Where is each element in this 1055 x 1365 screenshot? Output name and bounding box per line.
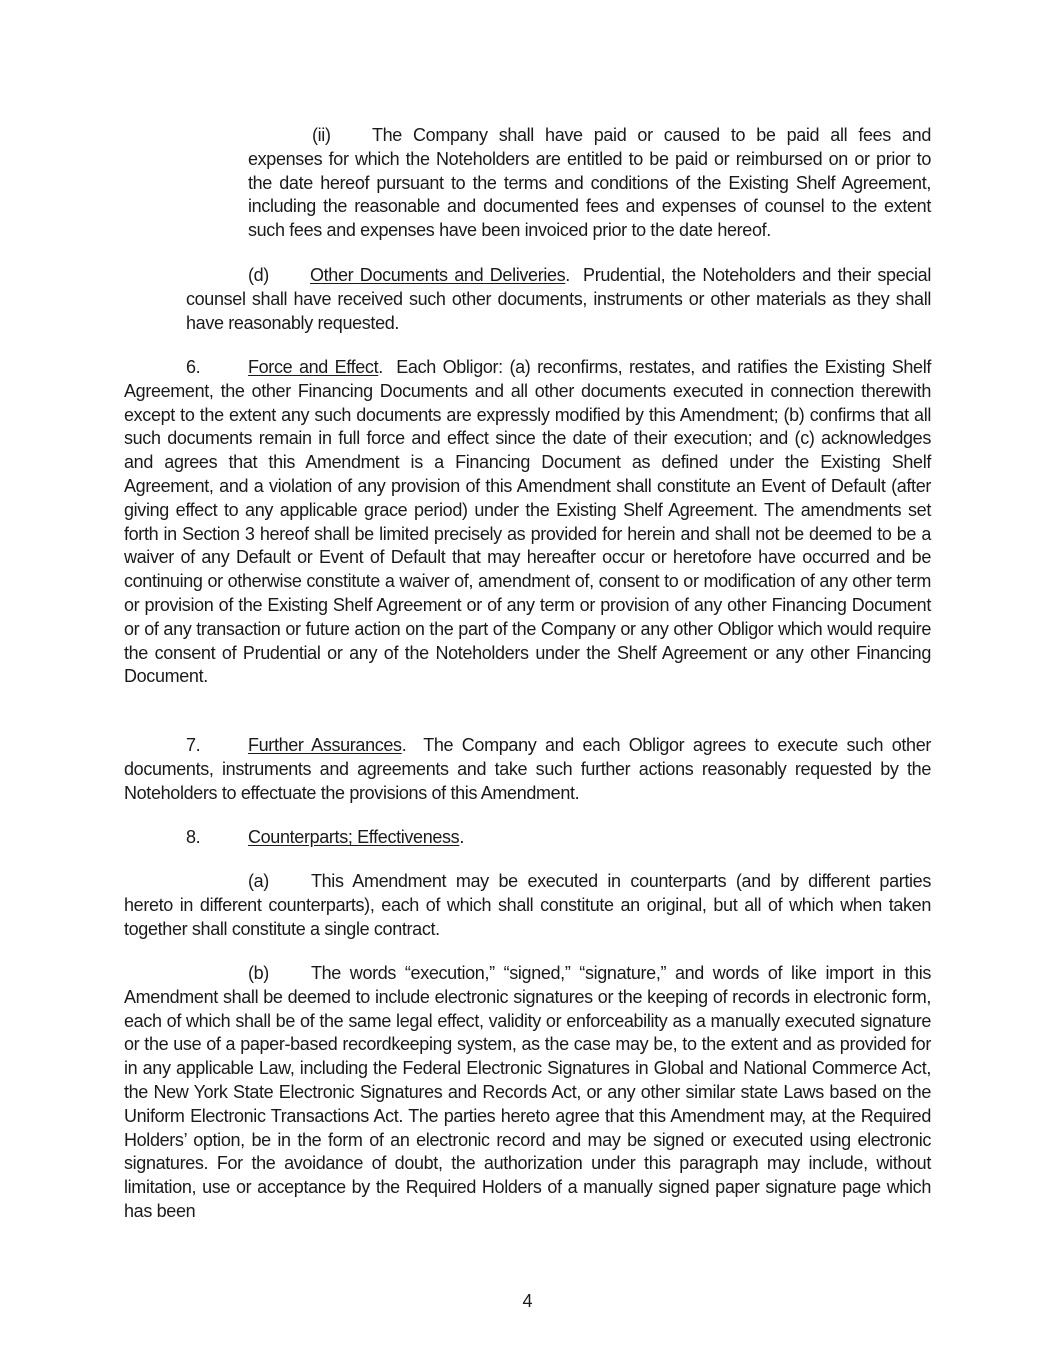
section-number: 7. — [186, 735, 201, 755]
heading-suffix: . — [459, 827, 464, 847]
heading-suffix: . — [378, 357, 383, 377]
heading-suffix: . — [401, 735, 407, 755]
paragraph-text: Prudential, the Noteholders and their special counsel shall have received such other documents, instruments or other materials as they shall have reasonably requested. — [186, 265, 931, 333]
paragraph-text: This Amendment may be executed in counterparts (and by different parties hereto in different counterparts), each of which shall constitute an original, but all of which when taken together shall constitute a single contract. — [124, 871, 931, 939]
paragraph-8b — [124, 962, 931, 1224]
paragraph-8a — [124, 870, 931, 941]
section-heading: Force and Effect — [248, 357, 379, 377]
section-heading: Counterparts; Effectiveness — [248, 827, 460, 847]
paragraph-5c-ii — [248, 124, 931, 243]
clause-label: (ii) — [312, 125, 331, 145]
clause-label: (a) — [248, 871, 269, 891]
section-6-force-and-effect — [124, 356, 931, 689]
section-number: 8. — [186, 827, 201, 847]
clause-label: (b) — [248, 963, 269, 983]
section-heading: Further Assurances — [248, 735, 402, 755]
paragraph-5d — [186, 264, 931, 335]
section-7-further-assurances — [124, 734, 931, 805]
clause-label: (d) — [248, 265, 269, 285]
section-number: 6. — [186, 357, 201, 377]
paragraph-text: The Company shall have paid or caused to be paid all fees and expenses for which the Noteholders are entitled to be paid or reimbursed on or prior to the date hereof pursuant to the terms and conditions of the Existing Shelf Agreement, including the reasonable and documented fees and expenses of counsel to the extent such fees and expenses have been invoiced prior to the date hereof. — [248, 125, 931, 241]
section-8-counterparts — [124, 826, 931, 850]
heading-suffix: . — [565, 265, 570, 285]
clause-heading: Other Documents and Deliveries — [310, 265, 566, 285]
paragraph-text: The words “execution,” “signed,” “signature,” and words of like import in this Amendment shall be deemed to include electronic signatures or the keeping of records in electronic form, each of which shall be of the same legal effect, validity or enforceability as a manually executed signature or the use of a paper-based recordkeeping system, as the case may be, to the extent and as provided for in any applicable Law, including the Federal Electronic Signatures in Global and National Commerce Act, the New York State Electronic Signatures and Records Act, or any other similar state Laws based on the Uniform Electronic Transactions Act. The parties hereto agree that this Amendment may, at the Required Holders’ option, be in the form of an electronic record and may be signed or executed using electronic signatures. For the avoidance of doubt, the authorization under this paragraph may include, without limitation, use or acceptance by the Required Holders of a manually signed paper signature page which has been — [124, 963, 931, 1221]
paragraph-text: The Company and each Obligor agrees to execute such other documents, instruments and agreements and take such further actions reasonably requested by the Noteholders to effectuate the provisions of this Amendment. — [124, 735, 932, 803]
page-number: 4 — [522, 1291, 533, 1311]
paragraph-text: Each Obligor: (a) reconfirms, restates, and ratifies the Existing Shelf Agreement, the other Financing Documents and all other documents executed in connection therewith except to the extent any such documents are expressly modified by this Amendment; (b) confirms that all such documents remain in full force and effect since the date of their execution; and (c) acknowledges and agrees that this Amendment is a Financing Document as defined under the Existing Shelf Agreement, and a violation of any provision of this Amendment shall constitute an Event of Default (after giving effect to any applicable grace period) under the Existing Shelf Agreement. The amendments set forth in Section 3 hereof shall be limited precisely as provided for herein and shall not be deemed to be a waiver of any Default or Event of Default that may hereafter occur or heretofore have occurred and be continuing or otherwise constitute a waiver of, amendment of, consent to or modification of any other term or provision of the Existing Shelf Agreement or of any term or provision of any other Financing Document or of any transaction or future action on the part of the Company or any other Obligor which would require the consent of Prudential or any of the Noteholders under the Shelf Agreement or any other Financing Document. — [124, 357, 931, 687]
